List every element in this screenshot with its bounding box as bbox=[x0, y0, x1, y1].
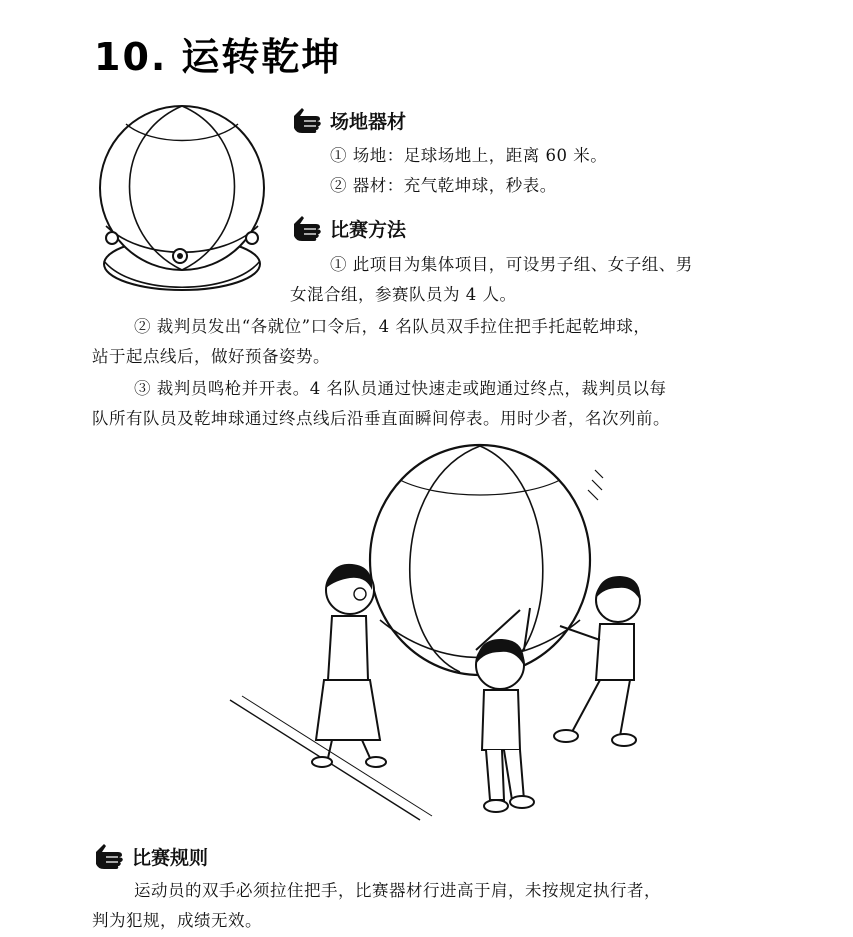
ball-illustration bbox=[92, 96, 272, 306]
page-title bbox=[94, 26, 341, 81]
venue-item-1: ① 场地：足球场地上，距离 60 米。 bbox=[330, 146, 608, 165]
venue-item-2: ② 器材：充气乾坤球，秒表。 bbox=[330, 176, 557, 195]
players-carrying-ball-illustration bbox=[220, 440, 660, 830]
pointing-hand-icon bbox=[290, 104, 324, 136]
section-heading-method bbox=[290, 212, 406, 244]
method-p1-line2: 女混合组，参赛队员为 4 人。 bbox=[290, 285, 517, 304]
method-p3-line1: ③ 裁判员鸣枪并开表。4 名队员通过快速走或跑通过终点，裁判员以每 bbox=[134, 379, 667, 398]
pointing-hand-icon bbox=[290, 212, 324, 244]
pointing-hand-icon bbox=[92, 840, 126, 872]
section-heading-rules bbox=[92, 840, 208, 872]
section-heading-method-text: 比赛方法 bbox=[330, 218, 407, 241]
section-heading-venue-text: 场地器材 bbox=[330, 110, 407, 133]
method-p1-line1: ① 此项目为集体项目，可设男子组、女子组、男 bbox=[330, 255, 693, 274]
section-heading-venue bbox=[290, 104, 406, 136]
rules-line2: 判为犯规，成绩无效。 bbox=[92, 911, 262, 930]
title-number: 10. bbox=[94, 35, 168, 79]
method-p2-line2: 站于起点线后，做好预备姿势。 bbox=[92, 347, 330, 366]
method-p2-line1: ② 裁判员发出“各就位”口令后，4 名队员双手拉住把手托起乾坤球， bbox=[134, 317, 651, 336]
method-p3-line2: 队所有队员及乾坤球通过终点线后沿垂直面瞬间停表。用时少者，名次列前。 bbox=[92, 409, 670, 428]
section-heading-rules-text: 比赛规则 bbox=[132, 846, 209, 869]
rules-line1: 运动员的双手必须拉住把手，比赛器材行进高于肩，未按规定执行者， bbox=[134, 881, 661, 900]
title-text: 运转乾坤 bbox=[181, 35, 342, 79]
